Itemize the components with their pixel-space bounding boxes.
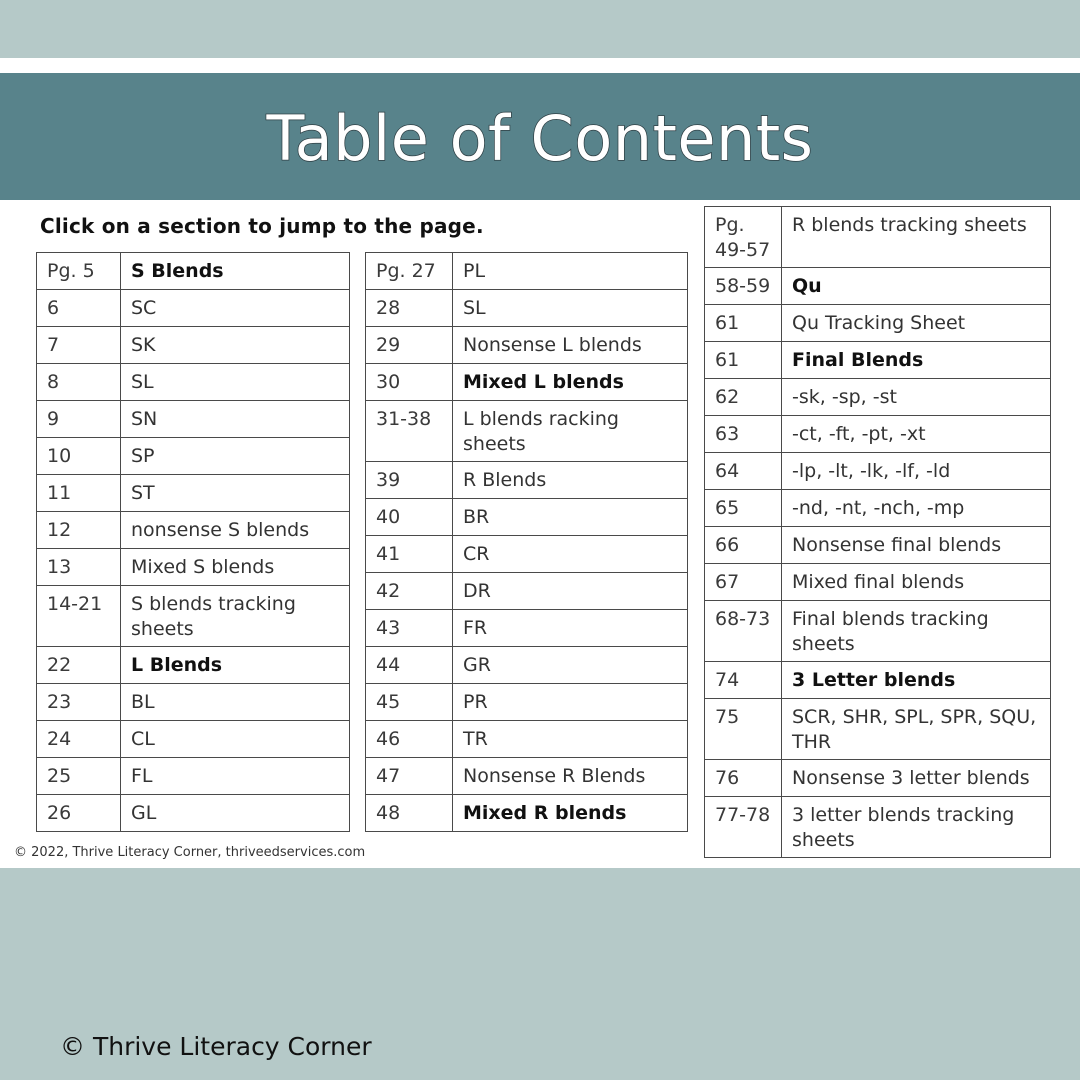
- section-link[interactable]: Mixed S blends: [121, 549, 350, 586]
- toc-row[interactable]: [705, 268, 1051, 305]
- toc-row[interactable]: [37, 684, 350, 721]
- toc-row[interactable]: [37, 721, 350, 758]
- toc-row[interactable]: [705, 601, 1051, 662]
- section-link[interactable]: Final Blends: [782, 342, 1051, 379]
- toc-row[interactable]: [705, 490, 1051, 527]
- toc-row[interactable]: [37, 327, 350, 364]
- section-link[interactable]: CL: [121, 721, 350, 758]
- section-link[interactable]: Qu: [782, 268, 1051, 305]
- page-number[interactable]: 22: [37, 647, 121, 684]
- toc-row[interactable]: [37, 438, 350, 475]
- page-number[interactable]: Pg. 5: [37, 253, 121, 290]
- toc-row[interactable]: [705, 564, 1051, 601]
- page-title: Table of Contents: [266, 102, 814, 175]
- instruction-text: Click on a section to jump to the page.: [40, 214, 484, 238]
- section-link[interactable]: Final blends tracking sheets: [782, 601, 1051, 662]
- toc-row[interactable]: [705, 342, 1051, 379]
- section-link[interactable]: L blends racking sheets: [453, 401, 688, 462]
- section-link[interactable]: 3 letter blends tracking sheets: [782, 797, 1051, 858]
- page-number[interactable]: 74: [705, 662, 782, 699]
- section-link[interactable]: -lp, -lt, -lk, -lf, -ld: [782, 453, 1051, 490]
- section-link[interactable]: L Blends: [121, 647, 350, 684]
- toc-row[interactable]: [705, 379, 1051, 416]
- page-number[interactable]: 31-38: [366, 401, 453, 462]
- toc-row[interactable]: [705, 305, 1051, 342]
- page-number[interactable]: 12: [37, 512, 121, 549]
- toc-row[interactable]: [705, 527, 1051, 564]
- page-number[interactable]: 13: [37, 549, 121, 586]
- page-number[interactable]: 25: [37, 758, 121, 795]
- toc-row[interactable]: [37, 758, 350, 795]
- toc-row[interactable]: [366, 758, 688, 795]
- page-number[interactable]: 67: [705, 564, 782, 601]
- toc-row[interactable]: [705, 662, 1051, 699]
- toc-row[interactable]: [705, 453, 1051, 490]
- section-link[interactable]: TR: [453, 721, 688, 758]
- section-link[interactable]: BR: [453, 499, 688, 536]
- toc-table-2: [365, 252, 688, 832]
- page-number[interactable]: 44: [366, 647, 453, 684]
- toc-row[interactable]: [37, 253, 350, 290]
- section-link[interactable]: S Blends: [121, 253, 350, 290]
- toc-row[interactable]: [37, 795, 350, 832]
- section-link[interactable]: -nd, -nt, -nch, -mp: [782, 490, 1051, 527]
- section-link[interactable]: BL: [121, 684, 350, 721]
- toc-row[interactable]: [37, 401, 350, 438]
- toc-row[interactable]: [366, 684, 688, 721]
- page-number[interactable]: 76: [705, 760, 782, 797]
- page-number[interactable]: 29: [366, 327, 453, 364]
- section-link[interactable]: Mixed final blends: [782, 564, 1051, 601]
- section-link[interactable]: 3 Letter blends: [782, 662, 1051, 699]
- toc-row[interactable]: [366, 290, 688, 327]
- page-number[interactable]: 61: [705, 305, 782, 342]
- section-link[interactable]: -ct, -ft, -pt, -xt: [782, 416, 1051, 453]
- section-link[interactable]: Nonsense final blends: [782, 527, 1051, 564]
- page-number[interactable]: 10: [37, 438, 121, 475]
- section-link[interactable]: Nonsense 3 letter blends: [782, 760, 1051, 797]
- section-link[interactable]: Nonsense L blends: [453, 327, 688, 364]
- page-number[interactable]: 39: [366, 462, 453, 499]
- page-number[interactable]: 77-78: [705, 797, 782, 858]
- toc-row[interactable]: [705, 699, 1051, 760]
- page-number[interactable]: Pg. 27: [366, 253, 453, 290]
- toc-row[interactable]: [37, 549, 350, 586]
- page-number[interactable]: 46: [366, 721, 453, 758]
- page-number[interactable]: 6: [37, 290, 121, 327]
- section-link[interactable]: S blends tracking sheets: [121, 586, 350, 647]
- section-link[interactable]: SC: [121, 290, 350, 327]
- page-number[interactable]: 62: [705, 379, 782, 416]
- toc-row[interactable]: [37, 586, 350, 647]
- page-number[interactable]: 14-21: [37, 586, 121, 647]
- toc-row[interactable]: [366, 364, 688, 401]
- toc-row[interactable]: [366, 647, 688, 684]
- section-link[interactable]: ST: [121, 475, 350, 512]
- page-number[interactable]: 26: [37, 795, 121, 832]
- page-number[interactable]: 41: [366, 536, 453, 573]
- section-link[interactable]: nonsense S blends: [121, 512, 350, 549]
- page-number[interactable]: 45: [366, 684, 453, 721]
- copyright-notice: © 2022, Thrive Literacy Corner, thriveedservices.com: [14, 845, 366, 860]
- toc-row[interactable]: [366, 499, 688, 536]
- top-band: [0, 0, 1080, 58]
- toc-table-1: [36, 252, 350, 832]
- toc-row[interactable]: [366, 401, 688, 462]
- section-link[interactable]: Mixed R blends: [453, 795, 688, 832]
- page-number[interactable]: 23: [37, 684, 121, 721]
- section-link[interactable]: SP: [121, 438, 350, 475]
- toc-row[interactable]: [366, 462, 688, 499]
- page-number[interactable]: 24: [37, 721, 121, 758]
- page-number[interactable]: 68-73: [705, 601, 782, 662]
- page-number[interactable]: 58-59: [705, 268, 782, 305]
- toc-row[interactable]: [37, 364, 350, 401]
- section-link[interactable]: FL: [121, 758, 350, 795]
- page-number[interactable]: 61: [705, 342, 782, 379]
- toc-row[interactable]: [37, 475, 350, 512]
- page-number[interactable]: 7: [37, 327, 121, 364]
- toc-row[interactable]: [37, 290, 350, 327]
- toc-row[interactable]: [705, 797, 1051, 858]
- section-link[interactable]: R blends tracking sheets: [782, 207, 1051, 268]
- section-link[interactable]: Nonsense R Blends: [453, 758, 688, 795]
- toc-row[interactable]: [366, 536, 688, 573]
- page-number[interactable]: 63: [705, 416, 782, 453]
- page-number[interactable]: 48: [366, 795, 453, 832]
- page-number[interactable]: 11: [37, 475, 121, 512]
- page-number[interactable]: 8: [37, 364, 121, 401]
- page-number[interactable]: 30: [366, 364, 453, 401]
- toc-row[interactable]: [37, 512, 350, 549]
- toc-row[interactable]: [366, 610, 688, 647]
- page-number[interactable]: 66: [705, 527, 782, 564]
- credit-text: © Thrive Literacy Corner: [60, 1032, 372, 1061]
- toc-row[interactable]: [366, 327, 688, 364]
- section-link[interactable]: R Blends: [453, 462, 688, 499]
- toc-row[interactable]: [366, 721, 688, 758]
- section-link[interactable]: DR: [453, 573, 688, 610]
- page-number[interactable]: Pg. 49-57: [705, 207, 782, 268]
- toc-table-3: [704, 206, 1051, 858]
- title-banner: [0, 73, 1080, 200]
- section-link[interactable]: SL: [121, 364, 350, 401]
- toc-row[interactable]: [705, 760, 1051, 797]
- toc-row[interactable]: [366, 253, 688, 290]
- section-link[interactable]: -sk, -sp, -st: [782, 379, 1051, 416]
- page-number[interactable]: 9: [37, 401, 121, 438]
- toc-row[interactable]: [37, 647, 350, 684]
- section-link[interactable]: Qu Tracking Sheet: [782, 305, 1051, 342]
- page-number[interactable]: 65: [705, 490, 782, 527]
- section-link[interactable]: GR: [453, 647, 688, 684]
- page-number[interactable]: 28: [366, 290, 453, 327]
- section-link[interactable]: GL: [121, 795, 350, 832]
- page-number[interactable]: 40: [366, 499, 453, 536]
- section-link[interactable]: PL: [453, 253, 688, 290]
- section-link[interactable]: SK: [121, 327, 350, 364]
- toc-row[interactable]: [366, 795, 688, 832]
- toc-row[interactable]: [705, 207, 1051, 268]
- section-link[interactable]: SN: [121, 401, 350, 438]
- page-number[interactable]: 47: [366, 758, 453, 795]
- toc-row[interactable]: [366, 573, 688, 610]
- section-link[interactable]: SCR, SHR, SPL, SPR, SQU, THR: [782, 699, 1051, 760]
- section-link[interactable]: CR: [453, 536, 688, 573]
- section-link[interactable]: SL: [453, 290, 688, 327]
- section-link[interactable]: PR: [453, 684, 688, 721]
- section-link[interactable]: Mixed L blends: [453, 364, 688, 401]
- section-link[interactable]: FR: [453, 610, 688, 647]
- toc-row[interactable]: [705, 416, 1051, 453]
- page-number[interactable]: 42: [366, 573, 453, 610]
- page-number[interactable]: 75: [705, 699, 782, 760]
- page-number[interactable]: 64: [705, 453, 782, 490]
- page-number[interactable]: 43: [366, 610, 453, 647]
